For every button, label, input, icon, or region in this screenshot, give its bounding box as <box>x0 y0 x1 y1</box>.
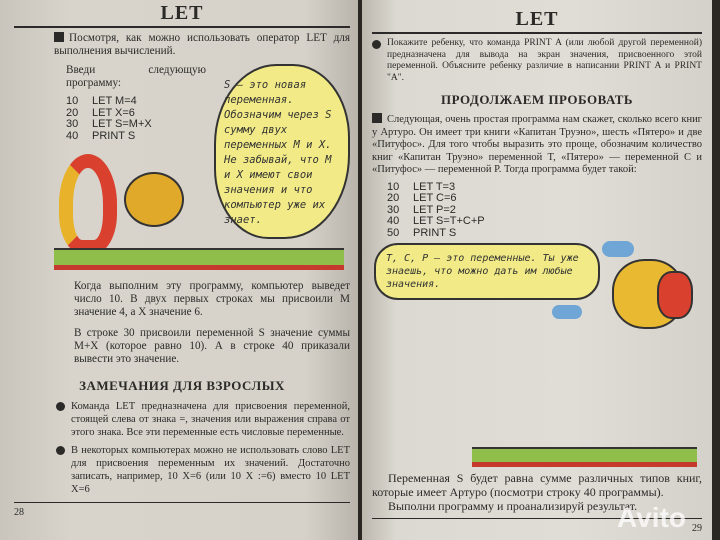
bullet-icon <box>56 402 65 411</box>
avito-watermark: Avito <box>617 502 686 533</box>
cloud-illustration <box>552 305 582 319</box>
bullet-icon <box>56 446 65 455</box>
result-paragraph: Когда выполним эту программу, компьютер выведет число 10. В двух первых строках мы присвоили M значение 4, а X значение 6. <box>74 280 350 318</box>
program-listing <box>387 182 702 240</box>
code-line: 10 LET M=4 <box>66 95 137 107</box>
square-bullet-icon <box>372 113 382 123</box>
footer-rule <box>14 502 350 503</box>
speech-bubble: S – это новая переменная. Обозначим через S сумму двух переменных M и X. Не забывай, что M и X имеют свои значения и что компьютер уже их знает. <box>214 64 350 239</box>
page-number: 28 <box>14 507 24 518</box>
code-line: 40 LET S=T+C+P <box>387 215 485 227</box>
character-body-illustration <box>124 172 184 227</box>
section-heading: ПРОДОЛЖАЕМ ПРОБОВАТЬ <box>440 92 634 107</box>
square-bullet-icon <box>54 32 64 42</box>
ground-strip-illustration <box>54 248 344 270</box>
instruction: Введи следующую программу: <box>66 64 206 89</box>
code-line: 40 PRINT S <box>66 129 136 142</box>
letter-s-character-illustration <box>59 154 117 254</box>
left-page <box>0 0 358 540</box>
code-line: 20 LET C=6 <box>387 192 457 204</box>
header-rule <box>372 32 702 34</box>
illustration-area <box>372 239 702 471</box>
code-line: 10 LET T=3 <box>387 180 456 193</box>
sum-paragraph: Переменная S будет равна сумме различных типов книг, которые имеет Артуро (посмотри строку 40 программы). <box>372 471 702 499</box>
intro-paragraph: Посмотря, как можно использовать оператор LET для выполнения вычислений. <box>54 32 350 57</box>
intro-paragraph: Следующая, очень простая программа нам скажет, сколько всего книг у Артуро. Он имеет три книги «Капитан Труэно», шесть «Пятеро» и две «Питуфос». Для того чтобы выразить это проще, обозначим количество книг «Капитан Труэно» переменной T, «Пятеро» — переменной C и «Питуфос» — переменной P. Тогда программа будет такой: <box>372 114 702 175</box>
note-item: Команда LET предназначена для присвоения переменной, стоящей слева от знака =, значения или выражения справа от этого знака. Все эти переменные есть числовые переменные. <box>14 400 350 439</box>
program-listing <box>66 96 152 142</box>
illustration-area <box>14 62 350 274</box>
adult-note: Покажите ребенку, что команда PRINT A (или любой другой переменной) предназначена для вывода на экран значения, присвоенного этой переменной. Объясните ребенку различие в написании PRINT A и PRINT "A". <box>372 38 702 84</box>
page-header: LET <box>160 2 204 24</box>
page-number: 29 <box>692 523 702 534</box>
code-line: 30 LET P=2 <box>387 203 456 216</box>
code-line: 20 LET X=6 <box>66 106 135 119</box>
note-item: В некоторых компьютерах можно не использовать слово LET для присвоения переменным их значений. Достаточно записать, например, 10 X=6 (или 10 X :=6) вместо 10 LET X=6 <box>14 444 350 496</box>
header-rule <box>14 26 350 28</box>
code-line: 30 LET S=M+X <box>66 118 152 130</box>
explanation-paragraph: В строке 30 присвоили переменной S значение суммы M+X (которое равно 10). А в строке 40 приказали вывести это значение. <box>74 327 350 365</box>
run-instruction: Выполни программу и проанализируй результат. <box>388 499 638 513</box>
cloud-illustration <box>602 241 634 257</box>
code-line: 50 PRINT S <box>387 226 457 239</box>
right-page <box>362 0 712 540</box>
ground-strip-illustration <box>472 447 697 467</box>
page-header: LET <box>515 8 559 30</box>
speech-bubble: T, C, P – это переменные. Ты уже знаешь, что можно дать им любые значения. <box>374 243 600 300</box>
bullet-icon <box>372 40 381 49</box>
notes-heading: ЗАМЕЧАНИЯ ДЛЯ ВЗРОСЛЫХ <box>79 378 285 393</box>
letter-o-illustration <box>657 271 693 319</box>
